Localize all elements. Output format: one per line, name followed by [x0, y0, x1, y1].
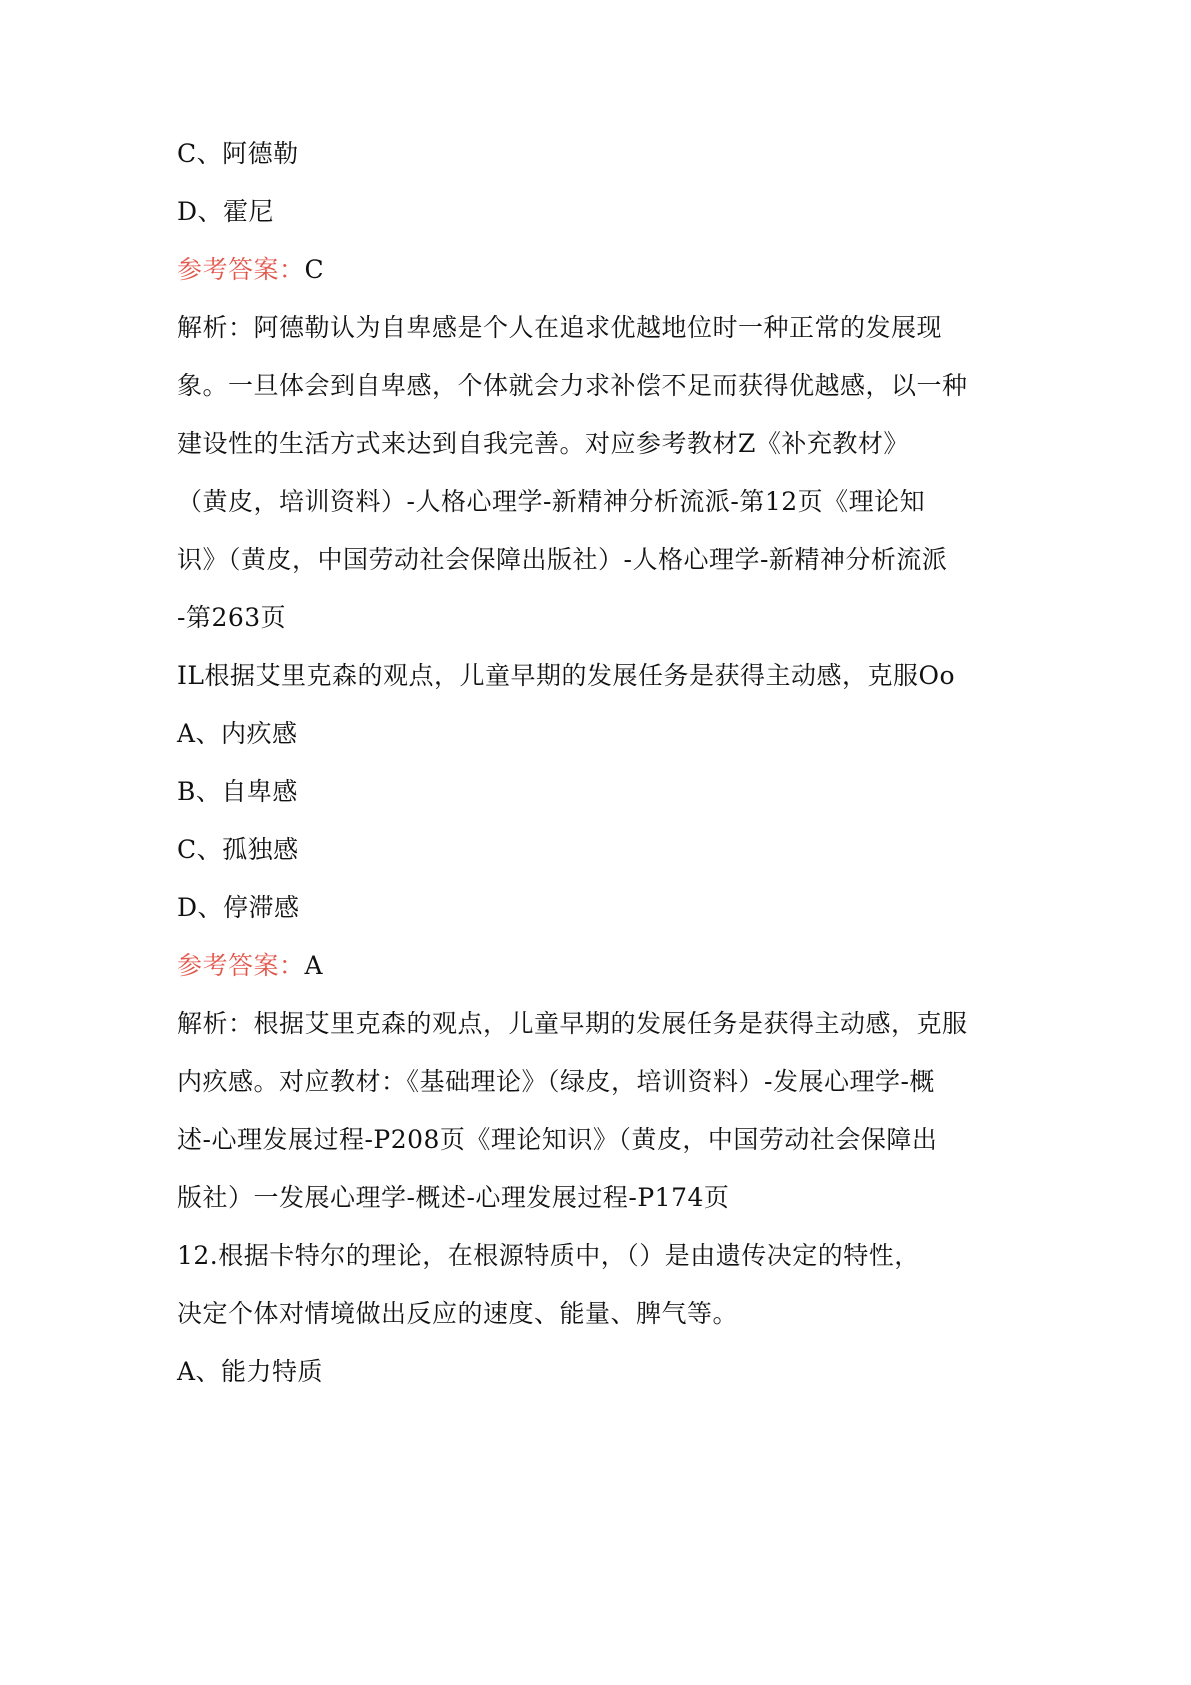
- question-12: 12.根据卡特尔的理论，在根源特质中，（）是由遗传决定的特性，: [177, 1241, 920, 1270]
- answer-label: 参考答案：: [177, 255, 305, 284]
- answer-value: A: [304, 951, 324, 980]
- explanation-line: 象。一旦体会到自卑感，个体就会力求补偿不足而获得优越感，以一种: [177, 371, 968, 400]
- explanation-line: 解析：根据艾里克森的观点，儿童早期的发展任务是获得主动感，克服: [177, 1009, 968, 1038]
- question-11: IL根据艾里克森的观点，儿童早期的发展任务是获得主动感，克服Oo: [177, 661, 956, 690]
- option-a: A、能力特质: [177, 1357, 324, 1386]
- answer-label: 参考答案：: [177, 951, 305, 980]
- explanation-line: 版社）一发展心理学-概述-心理发展过程-P174页: [177, 1183, 730, 1212]
- answer-line-2: [177, 949, 1057, 983]
- answer-value: C: [304, 255, 325, 284]
- option-b: B、自卑感: [177, 777, 298, 806]
- question-12-continued: 决定个体对情境做出反应的速度、能量、脾气等。: [177, 1299, 739, 1328]
- explanation-line: 解析：阿德勒认为自卑感是个人在追求优越地位时一种正常的发展现: [177, 313, 943, 342]
- explanation-line: 建设性的生活方式来达到自我完善。对应参考教材Z《补充教材》: [177, 429, 909, 458]
- answer-line-1: [177, 253, 1057, 287]
- option-c: C、孤独感: [177, 835, 299, 864]
- option-d: D、停滞感: [177, 893, 300, 922]
- explanation-line: -第263页: [177, 603, 287, 632]
- explanation-line: 识》（黄皮，中国劳动社会保障出版社）-人格心理学-新精神分析流派: [177, 545, 948, 574]
- option-c: C、阿德勒: [177, 139, 299, 168]
- explanation-line: 内疚感。对应教材：《基础理论》（绿皮，培训资料）-发展心理学-概: [177, 1067, 935, 1096]
- option-a: A、内疚感: [177, 719, 298, 748]
- explanation-line: 述-心理发展过程-P208页《理论知识》（黄皮，中国劳动社会保障出: [177, 1125, 938, 1154]
- option-d: D、霍尼: [177, 197, 275, 226]
- explanation-line: （黄皮，培训资料）-人格心理学-新精神分析流派-第12页《理论知: [177, 487, 926, 516]
